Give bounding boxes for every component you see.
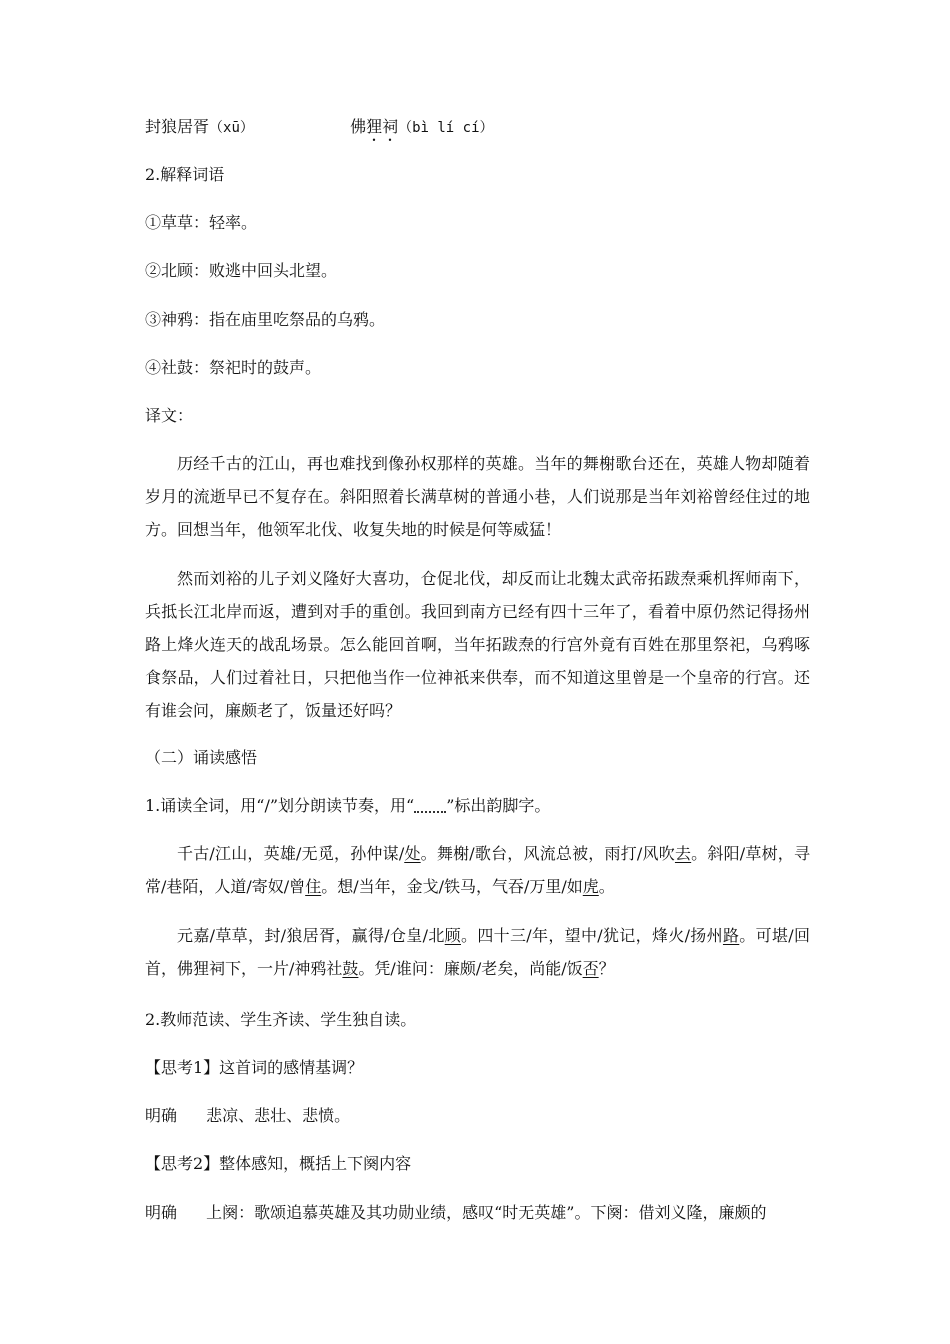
word-bilici-first: 佛 [350,117,367,136]
verse-text: 。四十三/年，望中/犹记，烽火/扬州 [461,926,723,945]
answer-label: 明确 [145,1106,178,1125]
rhyme-char: 鼓 [342,959,359,978]
pinyin-xu: （xū） [209,120,254,136]
section-heading-recite: （二）诵读感悟 [145,748,258,767]
explain-item-2: ②北顾：败逃中回头北望。 [145,261,338,280]
explain-heading: 2.解释词语 [145,165,225,184]
rhyme-char: 顾 [444,926,461,945]
answer-text: 上阕：歌颂追慕英雄及其功勋业绩，感叹“时无英雄”。下阕：借刘义隆，廉颇的 [206,1203,767,1222]
explain-item-3: ③神鸦：指在庙里吃祭品的乌鸦。 [145,310,386,329]
translation-label: 译文： [145,406,194,425]
rhyme-char: 虎 [582,877,599,896]
verse-text: 。想/当年，金戈/铁马，气吞/万里/如 [321,877,583,896]
pinyin-bilici: （bì lí cí） [398,120,494,136]
think-2-answer [145,1201,810,1225]
pronunciation-line [145,115,810,145]
rhyme-char: 住 [305,877,322,896]
think-1-question: 【思考1】这首词的感情基调？ [145,1058,364,1077]
verse-text: 。斜阳/草树，寻常/巷陌，人道/寄奴/曾 [145,844,810,896]
verse-text: ？ [598,959,615,978]
rhyme-char: 去 [674,844,692,863]
answer-label: 明确 [145,1203,178,1222]
wavy-underline-sample [414,801,446,813]
translation-paragraph-2: 然而刘裕的儿子刘义隆好大喜功，仓促北伐，却反而让北魏太武帝拓跋焘乘机挥师南下，兵抵长江北岸而返，遭到对手的重创。我回到南方已经有四十三年了，看着中原仍然记得扬州路上烽火连天的战乱场景。怎么能回首啊，当年拓跋焘的行宫外竟有百姓在那里祭祀，乌鸦啄食祭品，人们过着社日，只把他当作一位神祇来供奉，而不知道这里曾是一个皇帝的行宫。还有谁会问，廉颇老了，饭量还好吗？ [145,569,810,720]
explain-item-4: ④社鼓：祭祀时的鼓声。 [145,358,322,377]
word-fenglangjuxu: 封狼居胥 [145,117,210,136]
think-1-answer [145,1104,810,1128]
verse-text: 千古/江山，英雄/无觅，孙仲谋/ [177,844,405,863]
verse-lower-stanza [145,919,810,985]
think-2-question: 【思考2】整体感知，概括上下阕内容 [145,1154,412,1173]
answer-text: 悲凉、悲壮、悲愤。 [206,1106,351,1125]
verse-text: 元嘉/草草，封/狼居胥，赢得/仓皇/北 [177,926,445,945]
task-1-text-a: 1.诵读全词，用“/”划分朗读节奏，用“ [145,796,415,815]
task-1 [145,794,810,818]
verse-text: 。可堪/回首，佛狸祠下，一片/神鸦社 [145,926,810,978]
task-1-text-b: ”标出韵脚字。 [446,796,551,815]
rhyme-char: 路 [722,926,740,945]
verse-upper-stanza [145,837,810,903]
translation-paragraph-1: 历经千古的江山，再也难找到像孙权那样的英雄。当年的舞榭歌台还在，英雄人物却随着岁月的流逝早已不复存在。斜阳照着长满草树的普通小巷，人们说那是当年刘裕曾经住过的地方。回想当年，他领军北伐、收复失地的时候是何等威猛！ [145,454,810,539]
verse-text: 。舞榭/歌台，风流总被，雨打/风吹 [420,844,675,863]
verse-text: 。 [598,877,615,896]
rhyme-char: 处 [404,844,421,863]
word-bilici-dotted: 狸祠 [366,117,399,136]
task-2: 2.教师范读、学生齐读、学生独自读。 [145,1010,417,1029]
verse-text: 。凭/谁问：廉颇/老矣，尚能/饭 [358,959,583,978]
rhyme-char: 否 [582,959,599,978]
explain-item-1: ①草草：轻率。 [145,213,258,232]
